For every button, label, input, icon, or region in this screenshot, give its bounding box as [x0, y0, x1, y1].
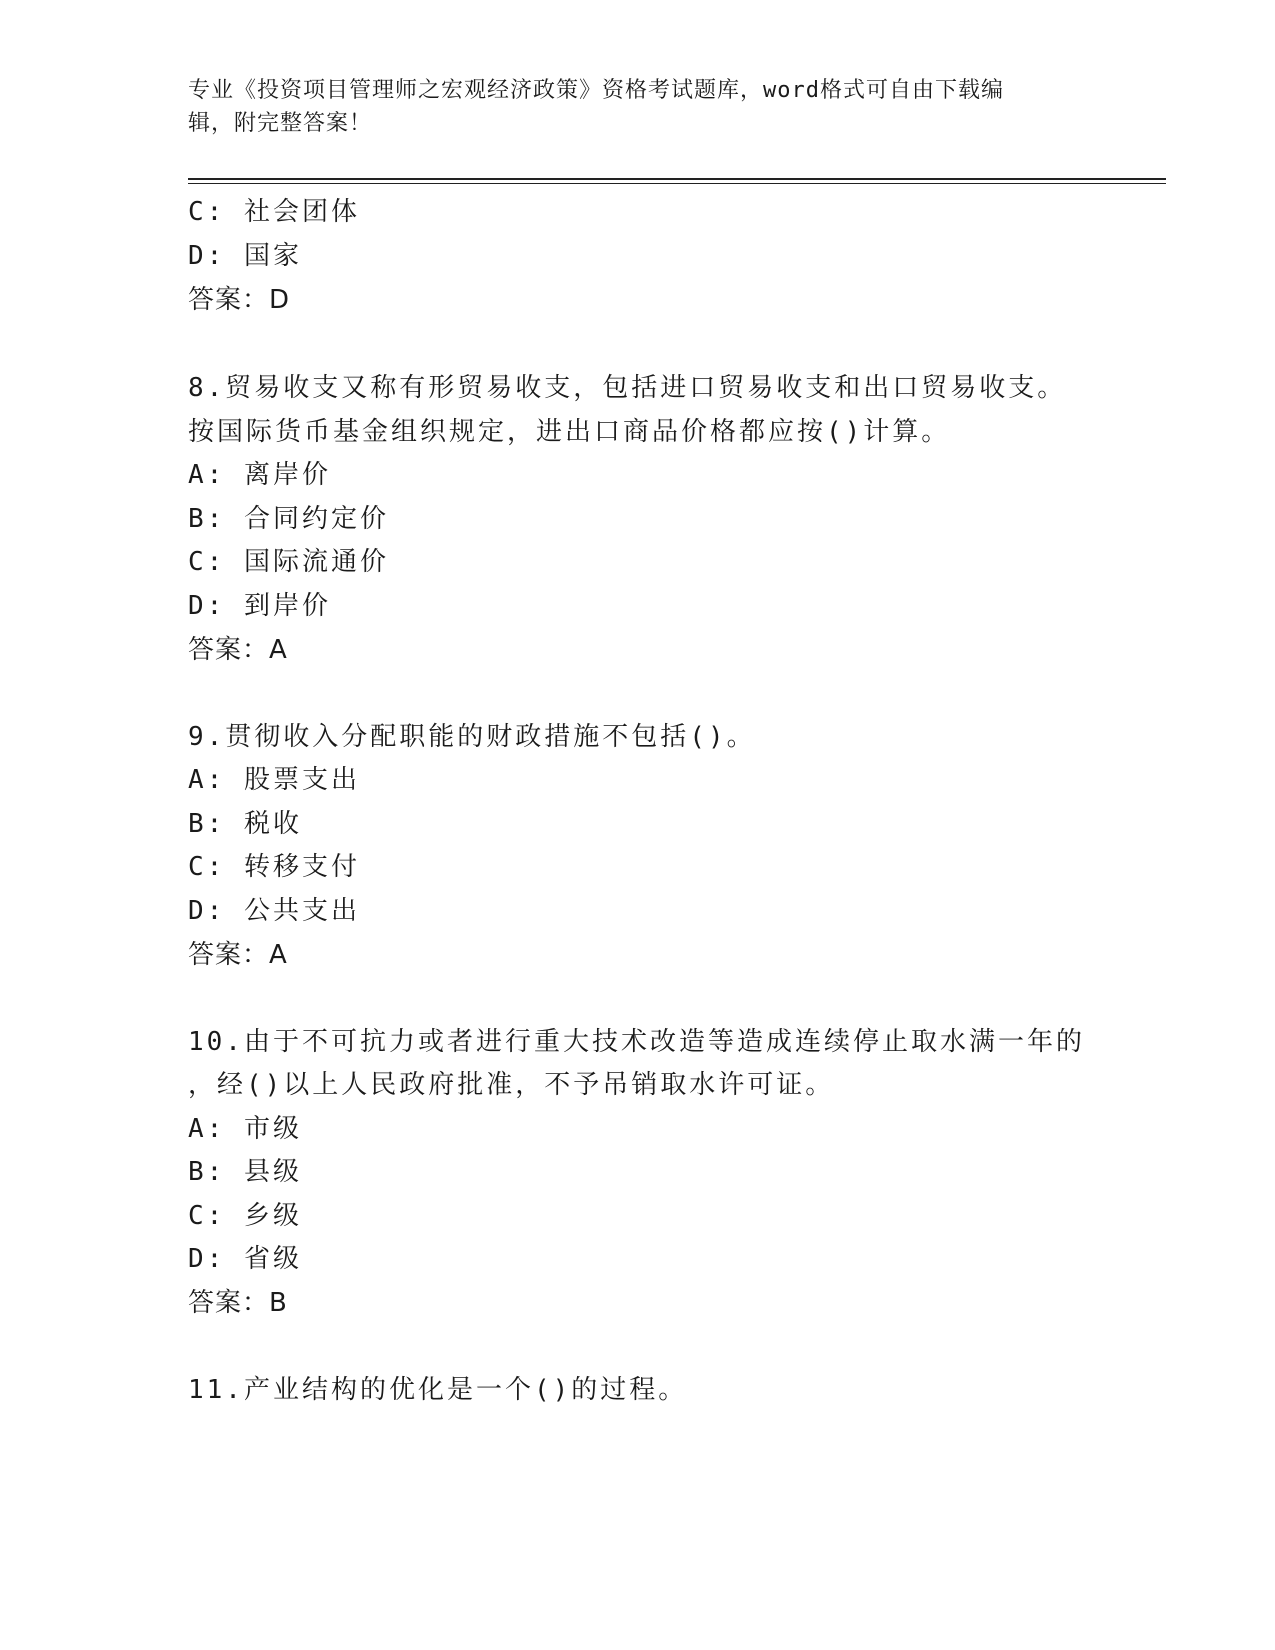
- q7-answer: 答案：D: [188, 285, 291, 315]
- q9-option-d: D: 公共支出: [188, 896, 360, 926]
- q9-option-a: A: 股票支出: [188, 765, 360, 795]
- header-line-1: 专业《投资项目管理师之宏观经济政策》资格考试题库，word格式可自由下载编: [188, 78, 1004, 103]
- q10-option-d: D: 省级: [188, 1244, 302, 1274]
- q7-option-c: C: 社会团体: [188, 197, 360, 227]
- q8-option-c: C: 国际流通价: [188, 547, 389, 577]
- q10-answer: 答案：B: [188, 1288, 288, 1318]
- q8-option-d: D: 到岸价: [188, 591, 331, 621]
- q9-stem-line-1: 9.贯彻收入分配职能的财政措施不包括()。: [188, 722, 756, 752]
- q8-option-b: B: 合同约定价: [188, 504, 389, 534]
- q9-option-c: C: 转移支付: [188, 852, 360, 882]
- q10-option-b: B: 县级: [188, 1157, 302, 1187]
- q10-stem-line-1: 10.由于不可抗力或者进行重大技术改造等造成连续停止取水满一年的: [188, 1027, 1085, 1057]
- q8-stem-line-2: 按国际货币基金组织规定，进出口商品价格都应按()计算。: [188, 417, 951, 447]
- q8-stem-line-1: 8.贸易收支又称有形贸易收支，包括进口贸易收支和出口贸易收支。: [188, 373, 1067, 403]
- q10-option-a: A: 市级: [188, 1114, 302, 1144]
- q8-answer: 答案：A: [188, 635, 288, 665]
- q9-answer: 答案：A: [188, 940, 288, 970]
- q9-option-b: B: 税收: [188, 809, 302, 839]
- q10-stem-line-2: ，经()以上人民政府批准，不予吊销取水许可证。: [188, 1070, 835, 1100]
- header-rule-thick: [188, 178, 1166, 180]
- header-rule-thin: [188, 183, 1166, 184]
- document-header: [188, 74, 1088, 140]
- q8-option-a: A: 离岸价: [188, 460, 331, 490]
- q7-option-d: D: 国家: [188, 241, 302, 271]
- header-line-2: 辑，附完整答案！: [188, 111, 373, 136]
- q11-stem-line-1: 11.产业结构的优化是一个()的过程。: [188, 1375, 688, 1405]
- q10-option-c: C: 乡级: [188, 1201, 302, 1231]
